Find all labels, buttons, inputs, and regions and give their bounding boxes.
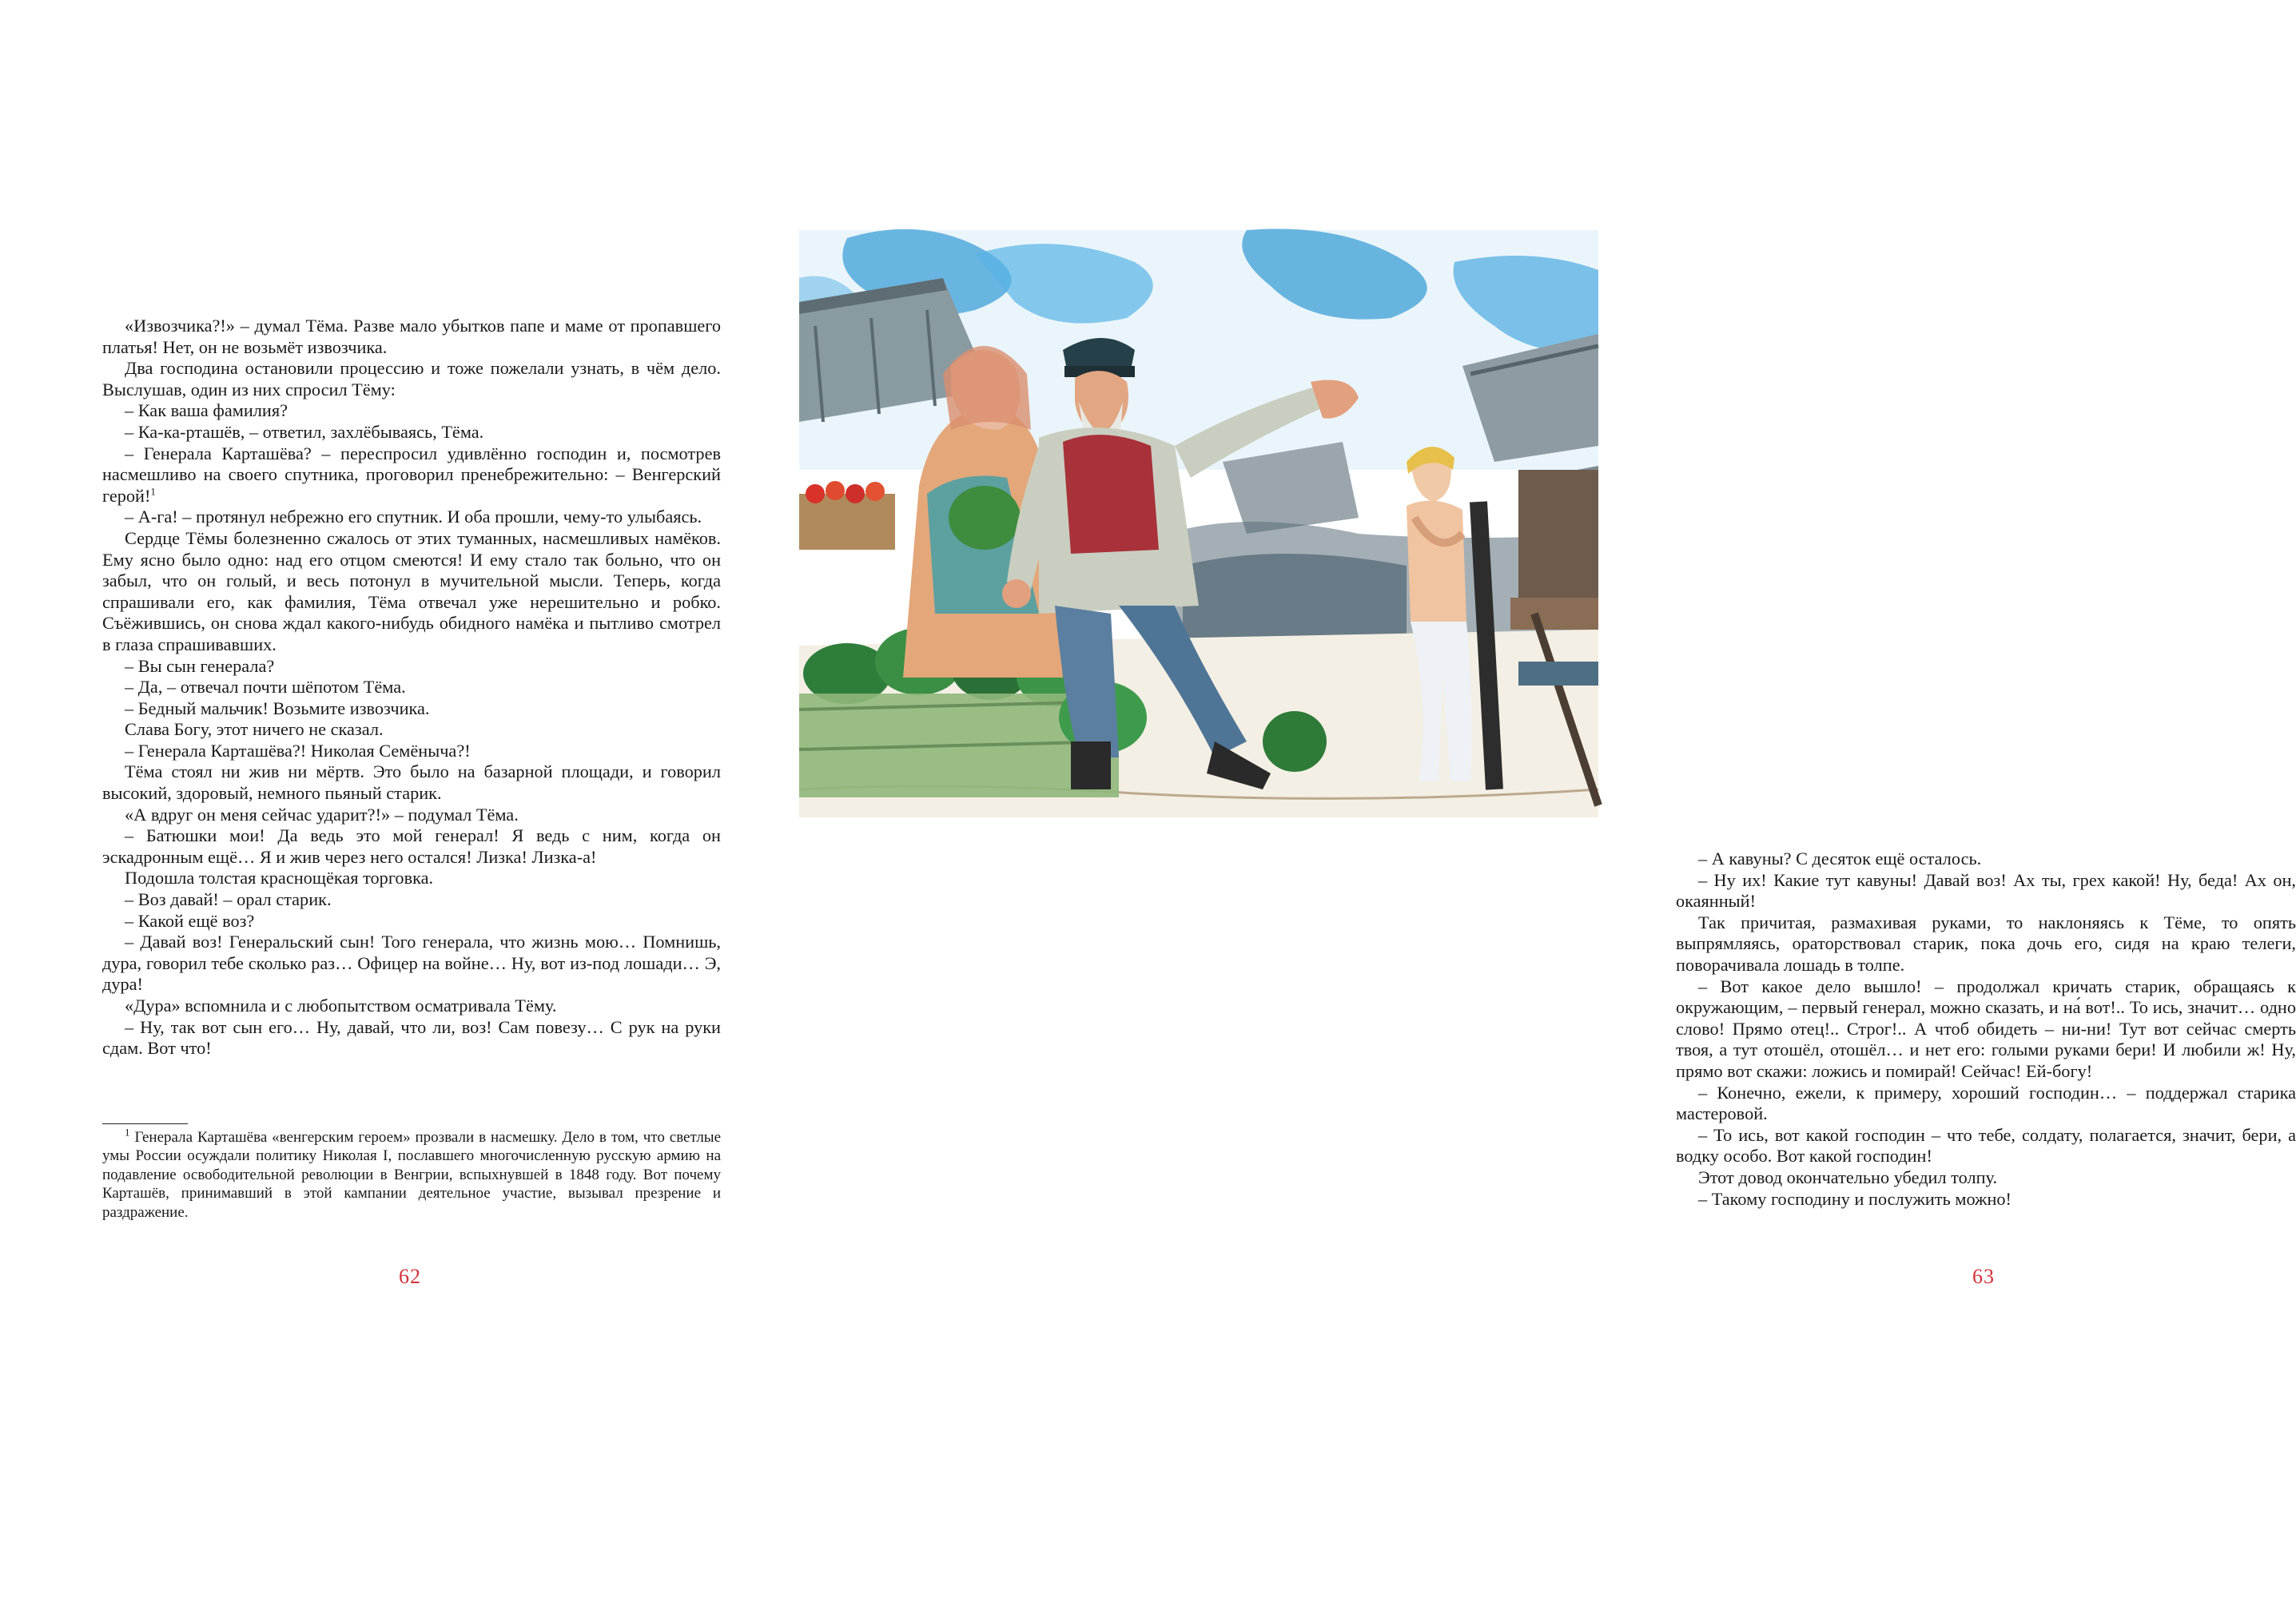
paragraph: – А кавуны? С десяток ещё осталось. — [1698, 849, 1982, 869]
paragraph: – Ка-ка-рташёв, – ответил, захлёбываясь, Тёма. — [125, 421, 484, 442]
footnote-divider — [102, 1123, 188, 1124]
paragraph: Два господина остановили процессию и тоже пожелали узнать, в чём дело. Выслушав, один из них спросил Тёму: — [102, 358, 721, 400]
left-text-column — [102, 316, 721, 1059]
paragraph: – Бедный мальчик! Возьмите извозчика. — [125, 698, 430, 718]
paragraph: – Вы сын генерала? — [125, 655, 275, 676]
paragraph: Так причитая, размахивая руками, то наклоняясь к Тёме, то опять выпрямляясь, ораторствовал старик, пока дочь его, сидя на краю телеги, поворачивала лошадь в толпе. — [1676, 912, 2296, 975]
paragraph: – То ись, вот какой господин – что тебе, солдату, полагается, значит, бери, а водку особо. Вот какой господин! — [1676, 1124, 2296, 1167]
paragraph: «А вдруг он меня сейчас ударит?!» – подумал Тёма. — [125, 804, 519, 825]
paragraph: Этот довод окончательно убедил толпу. — [1698, 1167, 1998, 1187]
paragraph: – Да, – отвечал почти шёпотом Тёма. — [125, 677, 406, 698]
paragraph: – Ну, так вот сын его… Ну, давай, что ли, воз! Сам повезу… С рук на руки сдам. Вот что! — [102, 1016, 721, 1059]
paragraph: Тёма стоял ни жив ни мёртв. Это было на базарной площади, и говорил высокий, здоровый, немного пьяный старик. — [102, 761, 721, 804]
paragraph: «Дура» вспомнила и с любопытством осматривала Тёму. — [125, 996, 557, 1016]
paragraph: – Воз давай! – орал старик. — [125, 889, 332, 910]
paragraph: – Батюшки мои! Да ведь это мой генерал! Я ведь с ним, когда он эскадронным ещё… Я и жив через него остался! Лизка! Лизка-а! — [102, 825, 721, 867]
paragraph-with-footnote — [102, 443, 721, 507]
paragraph: – Как ваша фамилия? — [125, 400, 288, 421]
left-page — [0, 0, 799, 1598]
paragraph: – Давай воз! Генеральский сын! Того генерала, что жизнь мою… Помнишь, дура, говорил тебе сколько раз… Офицер на войне… Ну, вот из-под лошади… Э, дура! — [102, 932, 721, 995]
footnote-marker: 1 — [150, 485, 156, 498]
paragraph: – Конечно, ежели, к примеру, хороший господин… – поддержал старика мастеровой. — [1676, 1082, 2296, 1124]
paragraph: – А-га! – протянул небрежно его спутник. И оба прошли, чему-то улыбаясь. — [125, 507, 702, 527]
paragraph: – Какой ещё воз? — [125, 910, 255, 931]
right-text-column — [1676, 849, 2296, 1210]
paragraph-text: – Генерала Карташёва? – переспросил удивлённо господин и, посмотрев насмешливо на своего спутника, проговорил пренебрежительно: – Венгерский герой! — [102, 443, 721, 506]
paragraph: – Ну их! Какие тут кавуны! Давай воз! Ах ты, грех какой! Ну, беда! Ах он, окаянный! — [1676, 869, 2296, 912]
paragraph: Слава Богу, этот ничего не сказал. — [125, 719, 384, 740]
footnote-number: 1 — [125, 1126, 130, 1139]
footnote-text: Генерала Карташёва «венгерским героем» прозвали в насмешку. Дело в том, что светлые умы России осуждали политику Николая I, пославшего многочисленную русскую армию на подавление освободительной революции в Венгрии, вспыхнувшей в 1848 году. Вот почему Карташёв, принимавший в этой кампании деятельное участие, вызывал презрение и раздражение. — [102, 1129, 722, 1221]
footnote-paragraph — [102, 1128, 721, 1222]
paragraph: – Такому господину и послужить можно! — [1698, 1188, 2011, 1209]
paragraph: Подошла толстая краснощёкая торговка. — [125, 868, 434, 888]
market-scene-illustration — [799, 230, 1598, 817]
footnote — [102, 1128, 721, 1222]
paragraph: – Генерала Карташёва?! Николая Семёныча?! — [125, 740, 471, 761]
page-number: 62 — [399, 1265, 421, 1288]
paragraph: «Извозчика?!» – думал Тёма. Разве мало убытков папе и маме от пропавшего платья! Нет, он не возьмёт извозчика. — [102, 316, 721, 357]
illustration-graphic — [799, 230, 1598, 817]
paragraph: – Вот какое дело вышло! – продолжал кричать старик, обращаясь к окружающим, – первый генерал, можно сказать, и на́ вот!.. То ись, значит… одно слово! Прямо отец!.. Строг!.. А чтоб обидеть – ни-ни! Тут вот сейчас смерть твоя, а тут отошёл, отошёл… и нет его: голыми руками бери! И любили ж! Ну, прямо вот скажи: ложись и помирай! Сейчас! Ей-богу! — [1676, 976, 2296, 1081]
paragraph: Сердце Тёмы болезненно сжалось от этих туманных, насмешливых намёков. Ему ясно было одно: над его отцом смеются! И ему стало так больно, что он забыл, что он голый, и весь потонул в мучительной мысли. Теперь, когда спрашивали его, как фамилия, Тёма отвечал уже нерешительно и робко. Съёжившись, он снова ждал какого-нибудь обидного намёка и пытливо смотрел в глаза спрашивавших. — [102, 527, 721, 654]
page-number: 63 — [1972, 1265, 1995, 1288]
